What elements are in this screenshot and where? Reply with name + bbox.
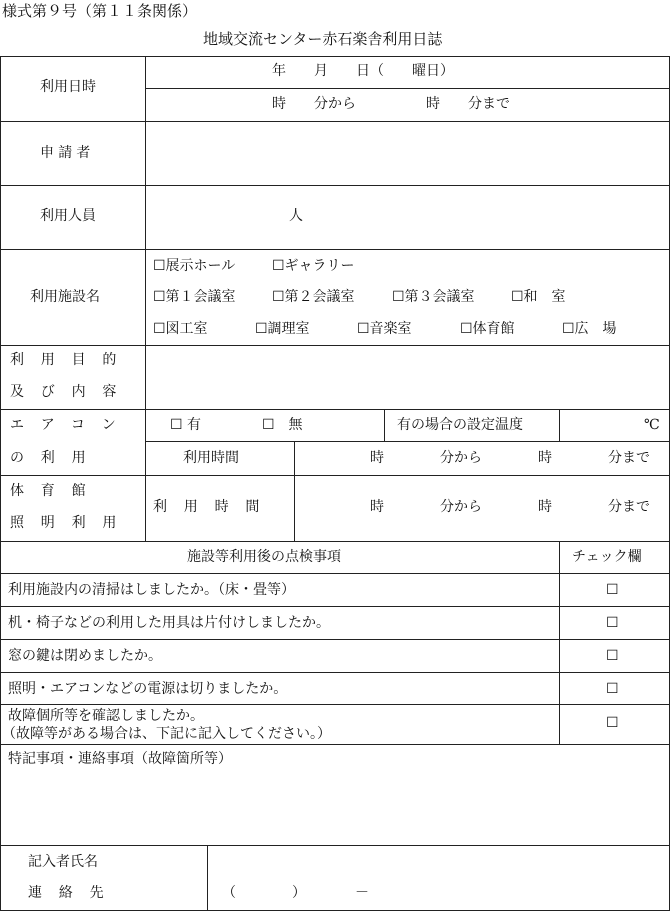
checklist-item-tidy: 机・椅子などの利用した用具は片付けしましたか。 [8,615,330,631]
check-column-header: チェック欄 [572,549,642,565]
facility-meeting-room-1[interactable]: ☐第１会議室 [153,289,236,305]
checkbox-cleaning[interactable]: ☐ [606,582,619,598]
facility-gym[interactable]: ☐体育館 [460,321,515,337]
gym-label-1: 体育館 [10,483,103,499]
checklist-item-power: 照明・エアコンなどの電源は切りましたか。 [8,681,288,697]
recorder-contact-value[interactable]: （ ） － [222,885,369,901]
recorder-name-label: 記入者氏名 [28,854,98,870]
aircon-yes-checkbox[interactable]: ☐ 有 [170,417,202,433]
form-number: 様式第９号（第１１条関係） [2,2,198,20]
notes-label: 特記事項・連絡事項（故障箇所等） [8,751,232,767]
gym-label-2: 照明利用 [10,515,134,531]
persons-unit: 人 [289,208,303,224]
persons-label: 利用人員 [40,208,96,224]
date-line2[interactable]: 時 分から 時 分まで [272,96,510,112]
facility-gallery[interactable]: ☐ギャラリー [272,258,355,274]
checklist-item-cleaning: 利用施設内の清掃はしましたか。（床・畳等） [8,582,295,598]
facility-craft-room[interactable]: ☐図工室 [153,321,208,337]
facility-meeting-room-3[interactable]: ☐第３会議室 [392,289,475,305]
aircon-label-2: の利用 [10,450,103,466]
facility-cooking-room[interactable]: ☐調理室 [255,321,310,337]
checkbox-window[interactable]: ☐ [606,648,619,664]
aircon-time-label: 利用時間 [183,450,239,466]
recorder-contact-label: 連絡先 [28,885,121,901]
aircon-no-checkbox[interactable]: ☐ 無 [262,417,303,433]
purpose-label-1: 利用目的 [10,352,134,368]
checklist-item-damage-note: （故障等がある場合は、下記に記入してください。） [2,726,331,742]
checklist-item-window: 窓の鍵は閉めましたか。 [8,648,162,664]
facilities-label: 利用施設名 [30,289,100,305]
aircon-time-value[interactable]: 時 分から 時 分まで [370,450,650,466]
checkbox-tidy[interactable]: ☐ [606,615,619,631]
gym-time-label: 利用時間 [153,499,277,515]
facility-japanese-room[interactable]: ☐和 室 [511,289,566,305]
aircon-temp-unit[interactable]: ℃ [644,417,660,433]
recorder-name-field[interactable] [215,850,660,876]
purpose-label-2: 及び内容 [10,384,134,400]
facility-meeting-room-2[interactable]: ☐第２会議室 [272,289,355,305]
purpose-field[interactable] [150,350,660,405]
notes-field[interactable] [8,772,658,838]
applicant-label: 申請者 [40,145,95,161]
date-label: 利用日時 [40,79,96,95]
checklist-item-damage: 故障個所等を確認しましたか。 [8,708,204,724]
facility-music-room[interactable]: ☐音楽室 [357,321,412,337]
aircon-temp-label: 有の場合の設定温度 [397,417,523,433]
facility-exhibition-hall[interactable]: ☐展示ホール [153,258,236,274]
facility-plaza[interactable]: ☐広 場 [562,321,617,337]
page-title: 地域交流センター赤石楽舎利用日誌 [203,30,443,48]
gym-time-value[interactable]: 時 分から 時 分まで [370,499,650,515]
applicant-field[interactable] [150,126,660,181]
checkbox-power[interactable]: ☐ [606,681,619,697]
date-line1[interactable]: 年 月 日（ 曜日） [272,63,454,79]
checklist-header: 施設等利用後の点検事項 [187,549,341,565]
aircon-label-1: エアコン [10,417,133,433]
checkbox-damage[interactable]: ☐ [606,715,619,731]
